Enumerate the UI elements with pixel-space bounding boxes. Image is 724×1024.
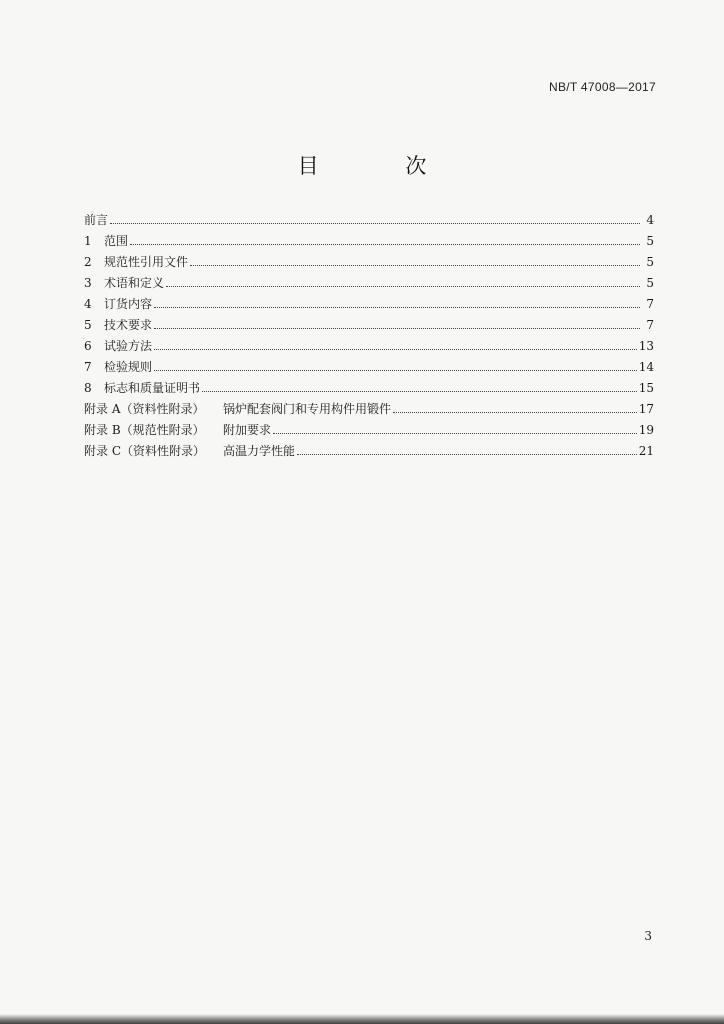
toc-entry-number: 7 <box>84 360 92 374</box>
toc-entry-title: 试验方法 <box>104 339 153 353</box>
table-of-contents <box>84 210 654 462</box>
toc-entry-title: 前言 <box>84 213 109 227</box>
toc-entry-number: 4 <box>84 297 92 311</box>
toc-leader-dots <box>110 223 640 224</box>
toc-entry-7[interactable] <box>84 357 654 378</box>
toc-leader-dots <box>166 286 640 287</box>
footer-page-number: 3 <box>644 929 652 943</box>
toc-entry-title: 技术要求 <box>104 318 153 332</box>
toc-entry-2[interactable] <box>84 252 654 273</box>
toc-entry-1[interactable] <box>84 231 654 252</box>
toc-leader-dots <box>190 265 640 266</box>
toc-entry-title: 规范性引用文件 <box>104 255 189 269</box>
toc-entry-title: 范围 <box>104 234 129 248</box>
toc-page-number: 7 <box>646 318 654 332</box>
toc-leader-dots <box>297 454 637 455</box>
standard-code: NB/T 47008—2017 <box>548 80 656 94</box>
toc-leader-dots <box>154 349 637 350</box>
toc-appendix-tag: 附录 A（资料性附录） <box>84 402 205 416</box>
toc-leader-dots <box>393 412 637 413</box>
toc-entry-label <box>84 273 164 294</box>
toc-page-number: 13 <box>638 339 654 353</box>
toc-entry-title: 标志和质量证明书 <box>104 381 201 395</box>
toc-page-number: 14 <box>638 360 654 374</box>
toc-leader-dots <box>273 433 637 434</box>
toc-page-number: 7 <box>646 297 654 311</box>
toc-entry-number: 8 <box>84 381 92 395</box>
toc-entry-title: 检验规则 <box>104 360 153 374</box>
toc-leader-dots <box>130 244 640 245</box>
toc-page-number: 19 <box>638 423 654 437</box>
toc-entry-6[interactable] <box>84 336 654 357</box>
toc-entry-label <box>84 294 152 315</box>
toc-entry-title: 术语和定义 <box>104 276 165 290</box>
toc-appendix-tag: 附录 C（资料性附录） <box>84 444 205 458</box>
toc-leader-dots <box>154 328 640 329</box>
toc-entry-label <box>84 441 295 462</box>
toc-entry-number: 5 <box>84 318 92 332</box>
toc-entry-title: 高温力学性能 <box>223 444 296 458</box>
toc-entry-title: 订货内容 <box>104 297 153 311</box>
toc-page-number: 17 <box>638 402 654 416</box>
toc-entry-label <box>84 336 152 357</box>
toc-page-number: 5 <box>646 255 654 269</box>
toc-entry-number: 2 <box>84 255 92 269</box>
toc-leader-dots <box>202 391 637 392</box>
toc-entry-appendix-a[interactable] <box>84 399 654 420</box>
toc-page-number: 15 <box>638 381 654 395</box>
toc-entry-8[interactable] <box>84 378 654 399</box>
toc-entry-number: 1 <box>84 234 92 248</box>
page-title: 目 次 <box>297 154 467 178</box>
toc-entry-5[interactable] <box>84 315 654 336</box>
toc-entry-number: 3 <box>84 276 92 290</box>
toc-entry-label <box>84 210 108 231</box>
toc-page-number: 4 <box>646 213 654 227</box>
toc-appendix-tag: 附录 B（规范性附录） <box>84 423 205 437</box>
toc-entry-number: 6 <box>84 339 92 353</box>
toc-entry-foreword[interactable] <box>84 210 654 231</box>
toc-entry-label <box>84 420 271 441</box>
toc-entry-label <box>84 357 152 378</box>
toc-entry-3[interactable] <box>84 273 654 294</box>
toc-entry-label <box>84 378 200 399</box>
toc-entry-title: 附加要求 <box>223 423 272 437</box>
toc-page-number: 21 <box>638 444 654 458</box>
toc-leader-dots <box>154 307 640 308</box>
toc-entry-label <box>84 231 128 252</box>
toc-entry-appendix-b[interactable] <box>84 420 654 441</box>
toc-entry-4[interactable] <box>84 294 654 315</box>
toc-page-number: 5 <box>646 234 654 248</box>
scan-edge-shadow <box>0 1014 724 1024</box>
toc-entry-title: 锅炉配套阀门和专用构件用锻件 <box>223 402 392 416</box>
toc-entry-label <box>84 399 391 420</box>
toc-entry-appendix-c[interactable] <box>84 441 654 462</box>
toc-leader-dots <box>154 370 637 371</box>
toc-page-number: 5 <box>646 276 654 290</box>
toc-entry-label <box>84 315 152 336</box>
toc-entry-label <box>84 252 188 273</box>
